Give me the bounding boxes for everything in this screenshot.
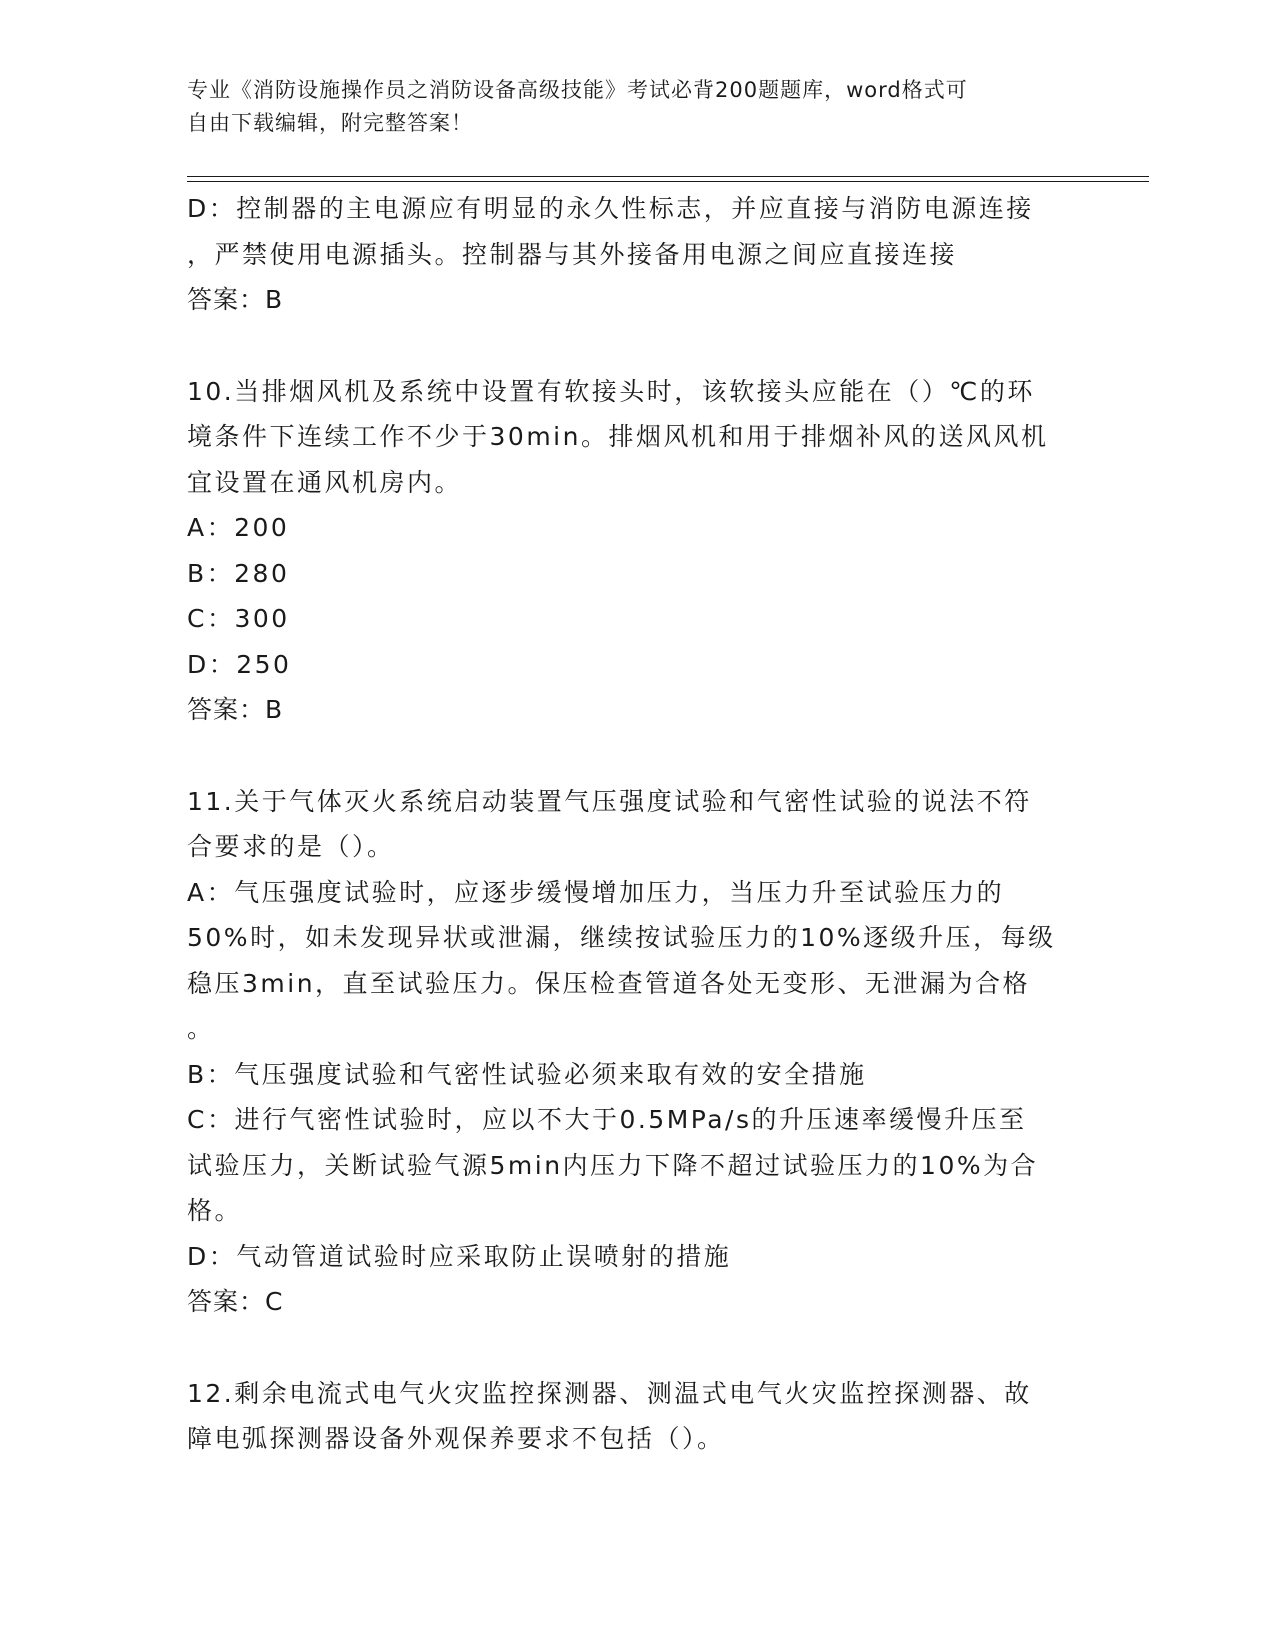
question-10: [187, 369, 1087, 733]
header-title-line-1: 专业《消防设施操作员之消防设备高级技能》考试必背200题题库，word格式可: [187, 78, 968, 102]
question-stem-line: 境条件下连续工作不少于30min。排烟风机和用于排烟补风的送风风机: [187, 422, 1049, 451]
option-a: 。: [187, 1014, 215, 1043]
option-d-line: ，严禁使用电源插头。控制器与其外接备用电源之间应直接连接: [187, 239, 958, 269]
option-b: B：280: [187, 558, 290, 588]
question-stem-line: 12.剩余电流式电气火灾监控探测器、测温式电气火灾监控探测器、故: [187, 1378, 1032, 1408]
option-d: D：250: [187, 649, 292, 679]
option-d: D：气动管道试验时应采取防止误喷射的措施: [187, 1241, 732, 1271]
option-d-line: D：控制器的主电源应有明显的永久性标志，并应直接与消防电源连接: [187, 194, 1034, 223]
option-a: A：200: [187, 513, 290, 542]
question-stem-line: 合要求的是（）。: [187, 832, 395, 861]
header-title-line-2: 自由下载编辑，附完整答案！: [187, 111, 473, 135]
option-c: C：进行气密性试验时，应以不大于0.5MPa/s的升压速率缓慢升压至: [187, 1105, 1027, 1134]
question-11: [187, 779, 1087, 1325]
answer-line: 答案：B: [187, 695, 284, 724]
question-stem-line: 11.关于气体灭火系统启动装置气压强度试验和气密性试验的说法不符: [187, 786, 1032, 816]
option-c: C：300: [187, 604, 290, 633]
question-stem-line: 10.当排烟风机及系统中设置有软接头时，该软接头应能在（）℃的环: [187, 376, 1035, 406]
question-stem-line: 障电弧探测器设备外观保养要求不包括（）。: [187, 1424, 725, 1453]
document-body: [187, 186, 1087, 1462]
spacer: [187, 733, 1087, 779]
question-12: [187, 1371, 1087, 1462]
option-b: B：气压强度试验和气密性试验必须来取有效的安全措施: [187, 1059, 867, 1089]
question-stem-line: 宜设置在通风机房内。: [187, 467, 463, 497]
prev-question-tail: [187, 186, 1087, 323]
spacer: [187, 323, 1087, 369]
answer-line: 答案：B: [187, 285, 284, 314]
option-c: 试验压力，关断试验气源5min内压力下降不超过试验压力的10%为合: [187, 1150, 1039, 1180]
header-divider-bottom: [187, 181, 1149, 182]
option-a: 稳压3min，直至试验压力。保压检查管道各处无变形、无泄漏为合格: [187, 968, 1031, 998]
answer-line: 答案：C: [187, 1287, 284, 1316]
header-divider-top: [187, 176, 1149, 177]
option-a: 50%时，如未发现异状或泄漏，继续按试验压力的10%逐级升压，每级: [187, 923, 1056, 952]
option-c: 格。: [187, 1196, 243, 1225]
option-a: A：气压强度试验时，应逐步缓慢增加压力，当压力升至试验压力的: [187, 877, 1005, 907]
document-header: [187, 74, 1067, 140]
spacer: [187, 1325, 1087, 1371]
